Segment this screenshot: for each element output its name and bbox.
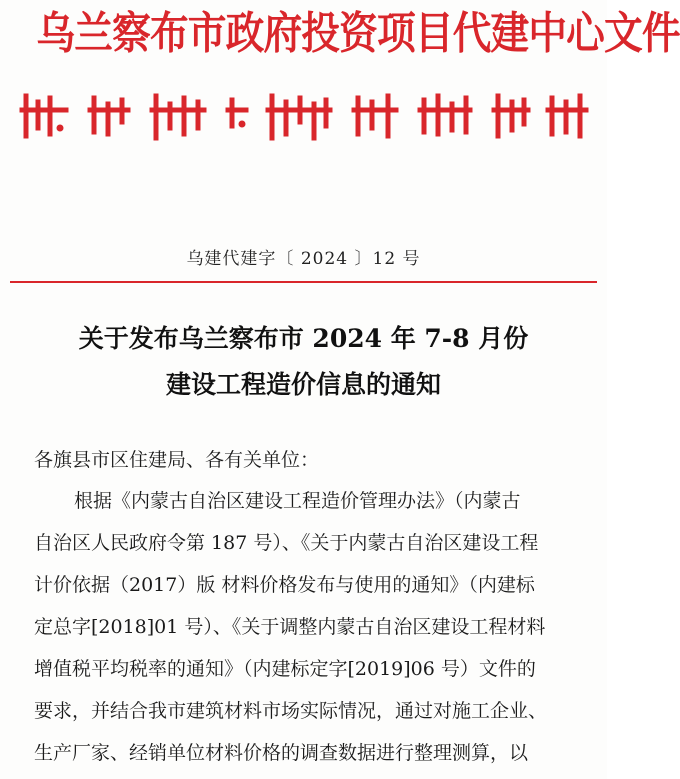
mongolian-word-2 [88,96,130,136]
mongolian-script-graphic [14,88,594,148]
document-number: 乌建代建字〔 2024 〕12 号 [186,249,421,269]
body-line: 计价依据（2017）版 材料价格发布与使用的通知》（内建标 [34,574,535,596]
mongolian-word-9 [546,94,588,138]
body-line: 根据《内蒙古自治区建设工程造价管理办法》（内蒙古 [74,490,521,512]
mongolian-script-header [14,88,594,148]
body-line: 自治区人民政府令第 187 号）、《关于内蒙古自治区建设工程 [34,532,539,554]
mongolian-word-4 [226,98,248,128]
mongolian-word-7 [418,94,472,136]
red-divider-line [10,281,597,283]
document-title-line-1: 关于发布乌兰察布市 2024 年 7-8 月份 [78,324,529,353]
mongolian-word-5 [266,94,332,140]
org-header-title: 乌兰察布市政府投资项目代建中心文件 [36,8,680,59]
body-line: 定总字[2018]01 号）、《关于调整内蒙古自治区建设工程材料 [34,616,546,638]
document-title-line-2: 建设工程造价信息的通知 [165,370,441,399]
mongolian-word-3 [150,94,206,140]
mongolian-word-8 [492,94,530,138]
body-line: 增值税平均税率的通知》（内建标定字[2019]06 号）文件的 [34,658,536,680]
mongolian-word-6 [352,94,398,138]
salutation: 各旗县市区住建局、各有关单位： [34,449,320,471]
mongolian-word-1 [20,94,68,138]
body-line: 生产厂家、经销单位材料价格的调查数据进行整理测算，以 [34,742,529,764]
document-title [0,316,607,408]
document-body [34,480,594,774]
body-line: 要求，并结合我市建筑材料市场实际情况，通过对施工企业、 [34,700,548,722]
